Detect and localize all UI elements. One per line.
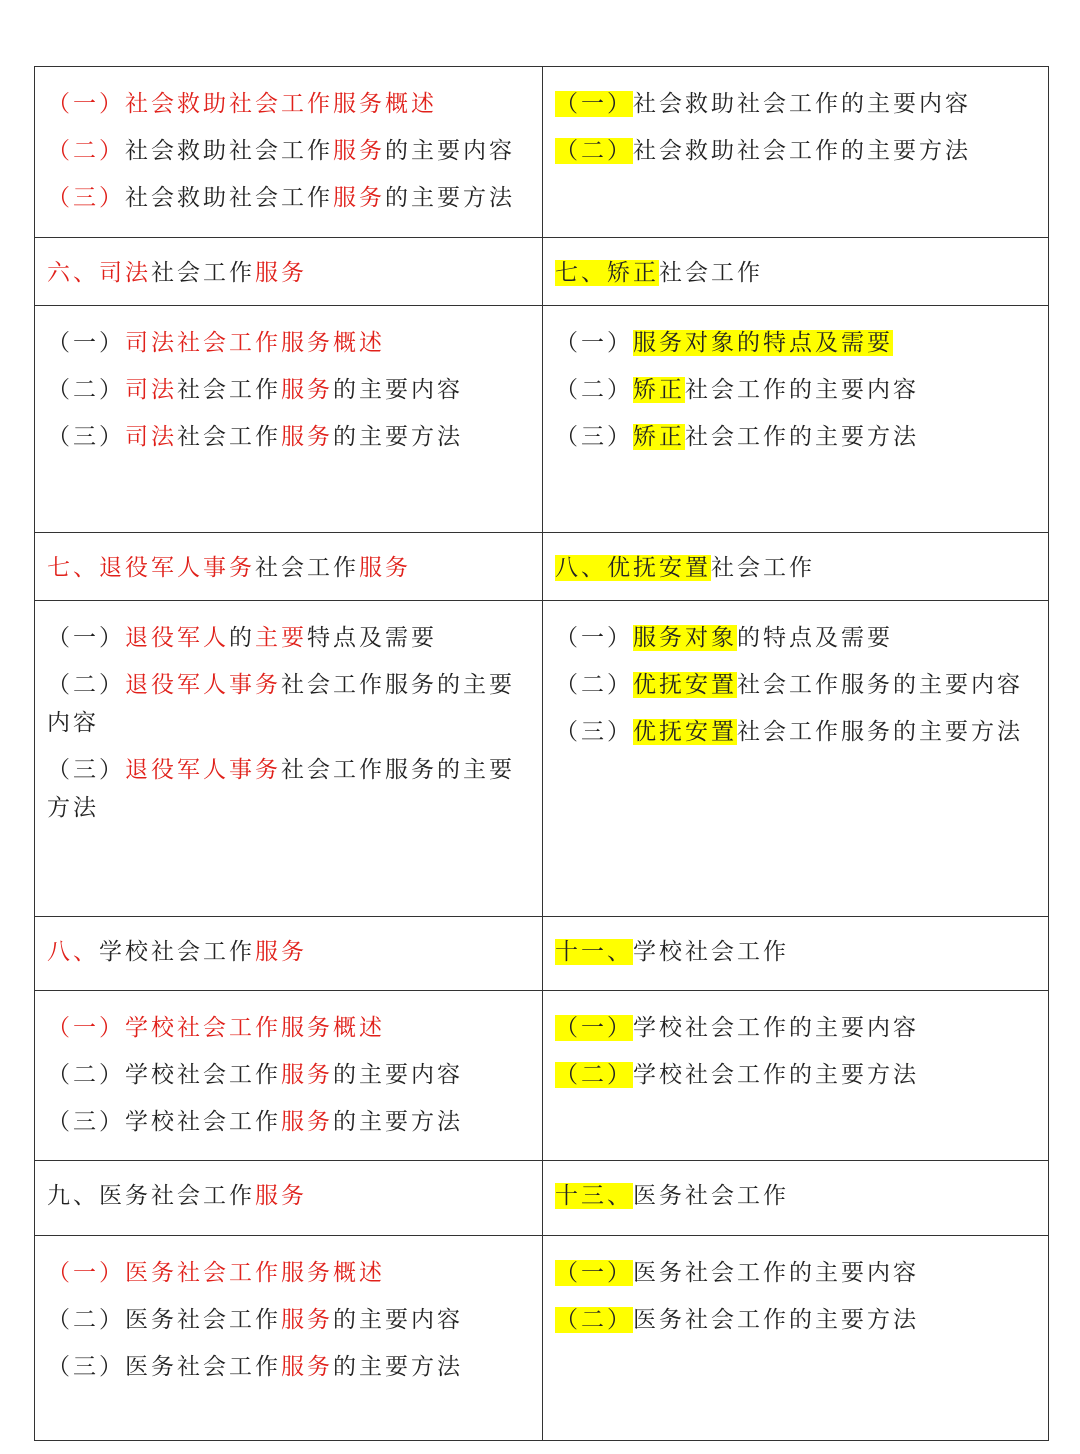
outline-item (47, 1056, 534, 1094)
left-cell (35, 601, 543, 917)
text-segment: 的特点及需要 (737, 625, 893, 651)
section-heading (47, 1177, 534, 1215)
text-segment: 主要 (255, 625, 307, 651)
left-cell (35, 1161, 543, 1236)
text-segment: 的主要方法 (333, 1109, 463, 1135)
text-segment: 社会救助社会工作 (125, 185, 333, 211)
text-segment: 退役军人 (125, 625, 229, 651)
text-segment: （三）医务社会工作 (47, 1354, 281, 1380)
text-segment: （一） (555, 1015, 633, 1041)
left-cell (35, 67, 543, 238)
text-segment: 服务 (281, 424, 333, 450)
section-heading (555, 933, 1040, 971)
text-segment: （一） (555, 1260, 633, 1286)
text-segment: 十一、 (555, 939, 633, 965)
text-segment: 司法社会工作服务概述 (125, 330, 385, 356)
text-segment: 优抚安置 (633, 719, 737, 745)
right-cell (543, 917, 1049, 991)
text-segment: 退役军人事务 (125, 672, 281, 698)
text-segment: 的主要内容 (385, 138, 515, 164)
text-segment: 矫正 (633, 424, 685, 450)
text-segment: 的主要内容 (333, 377, 463, 403)
outline-item (555, 85, 1040, 123)
text-segment: （二） (555, 377, 633, 403)
text-segment: 社会救助社会工作的主要内容 (633, 91, 971, 117)
outline-item (47, 751, 534, 827)
table-row (35, 601, 1049, 917)
outline-item (47, 324, 534, 362)
right-cell (543, 67, 1049, 238)
text-segment: 社会工作的主要内容 (685, 377, 919, 403)
text-segment: （二） (47, 138, 125, 164)
outline-item (47, 1301, 534, 1339)
section-heading (555, 1177, 1040, 1215)
section-heading (555, 549, 1040, 587)
section-heading (47, 549, 534, 587)
text-segment: 医务社会工作 (633, 1183, 789, 1209)
outline-item (555, 1301, 1040, 1339)
text-segment: 的主要方法 (333, 1354, 463, 1380)
text-segment: 社会工作 (177, 377, 281, 403)
text-segment: （一）医务社会工作服务概述 (47, 1260, 385, 1286)
outline-item (47, 85, 534, 123)
outline-item (555, 371, 1040, 409)
text-segment: 服务对象的特点及需要 (633, 330, 893, 356)
text-segment: 优抚安置 (633, 672, 737, 698)
text-segment: 社会工作 (659, 260, 763, 286)
text-segment: （三） (47, 757, 125, 783)
right-cell (543, 306, 1049, 533)
text-segment: 七、退役军人事务 (47, 555, 255, 581)
text-segment: 学校社会工作 (99, 939, 255, 965)
right-cell (543, 1236, 1049, 1441)
text-segment: 七、矫正 (555, 260, 659, 286)
text-segment: 学校社会工作 (633, 939, 789, 965)
text-segment: 社会工作 (255, 555, 359, 581)
text-segment: 服务 (281, 1109, 333, 1135)
right-cell (543, 1161, 1049, 1236)
left-cell (35, 306, 543, 533)
text-segment: （二） (555, 672, 633, 698)
text-segment: 的主要方法 (333, 424, 463, 450)
text-segment: 的 (229, 625, 255, 651)
outline-item (47, 619, 534, 657)
text-segment: 社会工作服务的主要方法 (737, 719, 1023, 745)
text-segment: （一） (555, 330, 633, 356)
text-segment: 服务 (359, 555, 411, 581)
outline-item (47, 132, 534, 170)
text-segment: （二） (47, 377, 125, 403)
text-segment: （三）学校社会工作 (47, 1109, 281, 1135)
outline-item (555, 324, 1040, 362)
text-segment: （二）医务社会工作 (47, 1307, 281, 1333)
section-header-row (35, 533, 1049, 601)
table-row (35, 991, 1049, 1161)
text-segment: （二） (555, 138, 633, 164)
right-cell (543, 991, 1049, 1161)
text-segment: 司法 (125, 377, 177, 403)
text-segment: 的主要方法 (385, 185, 515, 211)
right-cell (543, 601, 1049, 917)
outline-item (555, 132, 1040, 170)
outline-item (555, 1009, 1040, 1047)
text-segment: 的主要内容 (333, 1307, 463, 1333)
text-segment: 服务 (281, 1354, 333, 1380)
text-segment: 服务 (255, 1183, 307, 1209)
text-segment: （一） (47, 330, 125, 356)
comparison-table (34, 66, 1049, 1441)
text-segment: （一）学校社会工作服务概述 (47, 1015, 385, 1041)
outline-item (47, 1254, 534, 1292)
text-segment: （三） (555, 719, 633, 745)
outline-item (555, 1254, 1040, 1292)
section-heading (47, 933, 534, 971)
text-segment: 的主要内容 (333, 1062, 463, 1088)
outline-item (47, 1348, 534, 1386)
table-row (35, 306, 1049, 533)
text-segment: （三） (555, 424, 633, 450)
text-segment: 学校社会工作的主要内容 (633, 1015, 919, 1041)
text-segment: 服务 (255, 939, 307, 965)
outline-item (47, 179, 534, 217)
text-segment: 六、司法 (47, 260, 151, 286)
text-segment: 特点及需要 (307, 625, 437, 651)
text-segment: 社会工作的主要方法 (685, 424, 919, 450)
outline-item (47, 1009, 534, 1047)
section-header-row (35, 917, 1049, 991)
text-segment: 退役军人事务 (125, 757, 281, 783)
outline-item (47, 418, 534, 456)
outline-item (47, 1103, 534, 1141)
text-segment: 九、医务社会工作 (47, 1183, 255, 1209)
table-row (35, 1236, 1049, 1441)
left-cell (35, 238, 543, 306)
left-cell (35, 991, 543, 1161)
section-header-row (35, 238, 1049, 306)
text-segment: 八、优抚安置 (555, 555, 711, 581)
outline-item (555, 418, 1040, 456)
outline-item (47, 666, 534, 742)
text-segment: （一） (555, 625, 633, 651)
text-segment: （二） (555, 1062, 633, 1088)
text-segment: 服务 (333, 138, 385, 164)
text-segment: 司法 (125, 424, 177, 450)
outline-item (555, 713, 1040, 751)
text-segment: （二） (555, 1307, 633, 1333)
table-row (35, 67, 1049, 238)
left-cell (35, 1236, 543, 1441)
text-segment: （二）学校社会工作 (47, 1062, 281, 1088)
text-segment: 学校社会工作的主要方法 (633, 1062, 919, 1088)
text-segment: 社会救助社会工作的主要方法 (633, 138, 971, 164)
right-cell (543, 238, 1049, 306)
text-segment: （一）社会救助社会工作服务概述 (47, 91, 437, 117)
text-segment: 服务 (255, 260, 307, 286)
text-segment: 矫正 (633, 377, 685, 403)
text-segment: （一） (555, 91, 633, 117)
outline-item (555, 1056, 1040, 1094)
text-segment: 医务社会工作的主要方法 (633, 1307, 919, 1333)
text-segment: 医务社会工作的主要内容 (633, 1260, 919, 1286)
text-segment: （三） (47, 185, 125, 211)
text-segment: 服务 (281, 1307, 333, 1333)
section-heading (555, 254, 1040, 292)
right-cell (543, 533, 1049, 601)
text-segment: 社会工作 (711, 555, 815, 581)
section-heading (47, 254, 534, 292)
section-header-row (35, 1161, 1049, 1236)
text-segment: 服务 (281, 377, 333, 403)
text-segment: 社会工作服务的主要内容 (47, 672, 515, 736)
text-segment: 社会工作 (151, 260, 255, 286)
text-segment: 服务 (333, 185, 385, 211)
left-cell (35, 917, 543, 991)
text-segment: 服务 (281, 1062, 333, 1088)
text-segment: （三） (47, 424, 125, 450)
text-segment: 服务对象 (633, 625, 737, 651)
outline-item (47, 371, 534, 409)
text-segment: 社会工作 (177, 424, 281, 450)
text-segment: 社会工作服务的主要内容 (737, 672, 1023, 698)
text-segment: （一） (47, 625, 125, 651)
outline-item (555, 666, 1040, 704)
left-cell (35, 533, 543, 601)
outline-item (555, 619, 1040, 657)
text-segment: 社会救助社会工作 (125, 138, 333, 164)
text-segment: 八、 (47, 939, 99, 965)
text-segment: 十三、 (555, 1183, 633, 1209)
text-segment: 社会工作服务的主要方法 (47, 757, 515, 821)
text-segment: （二） (47, 672, 125, 698)
